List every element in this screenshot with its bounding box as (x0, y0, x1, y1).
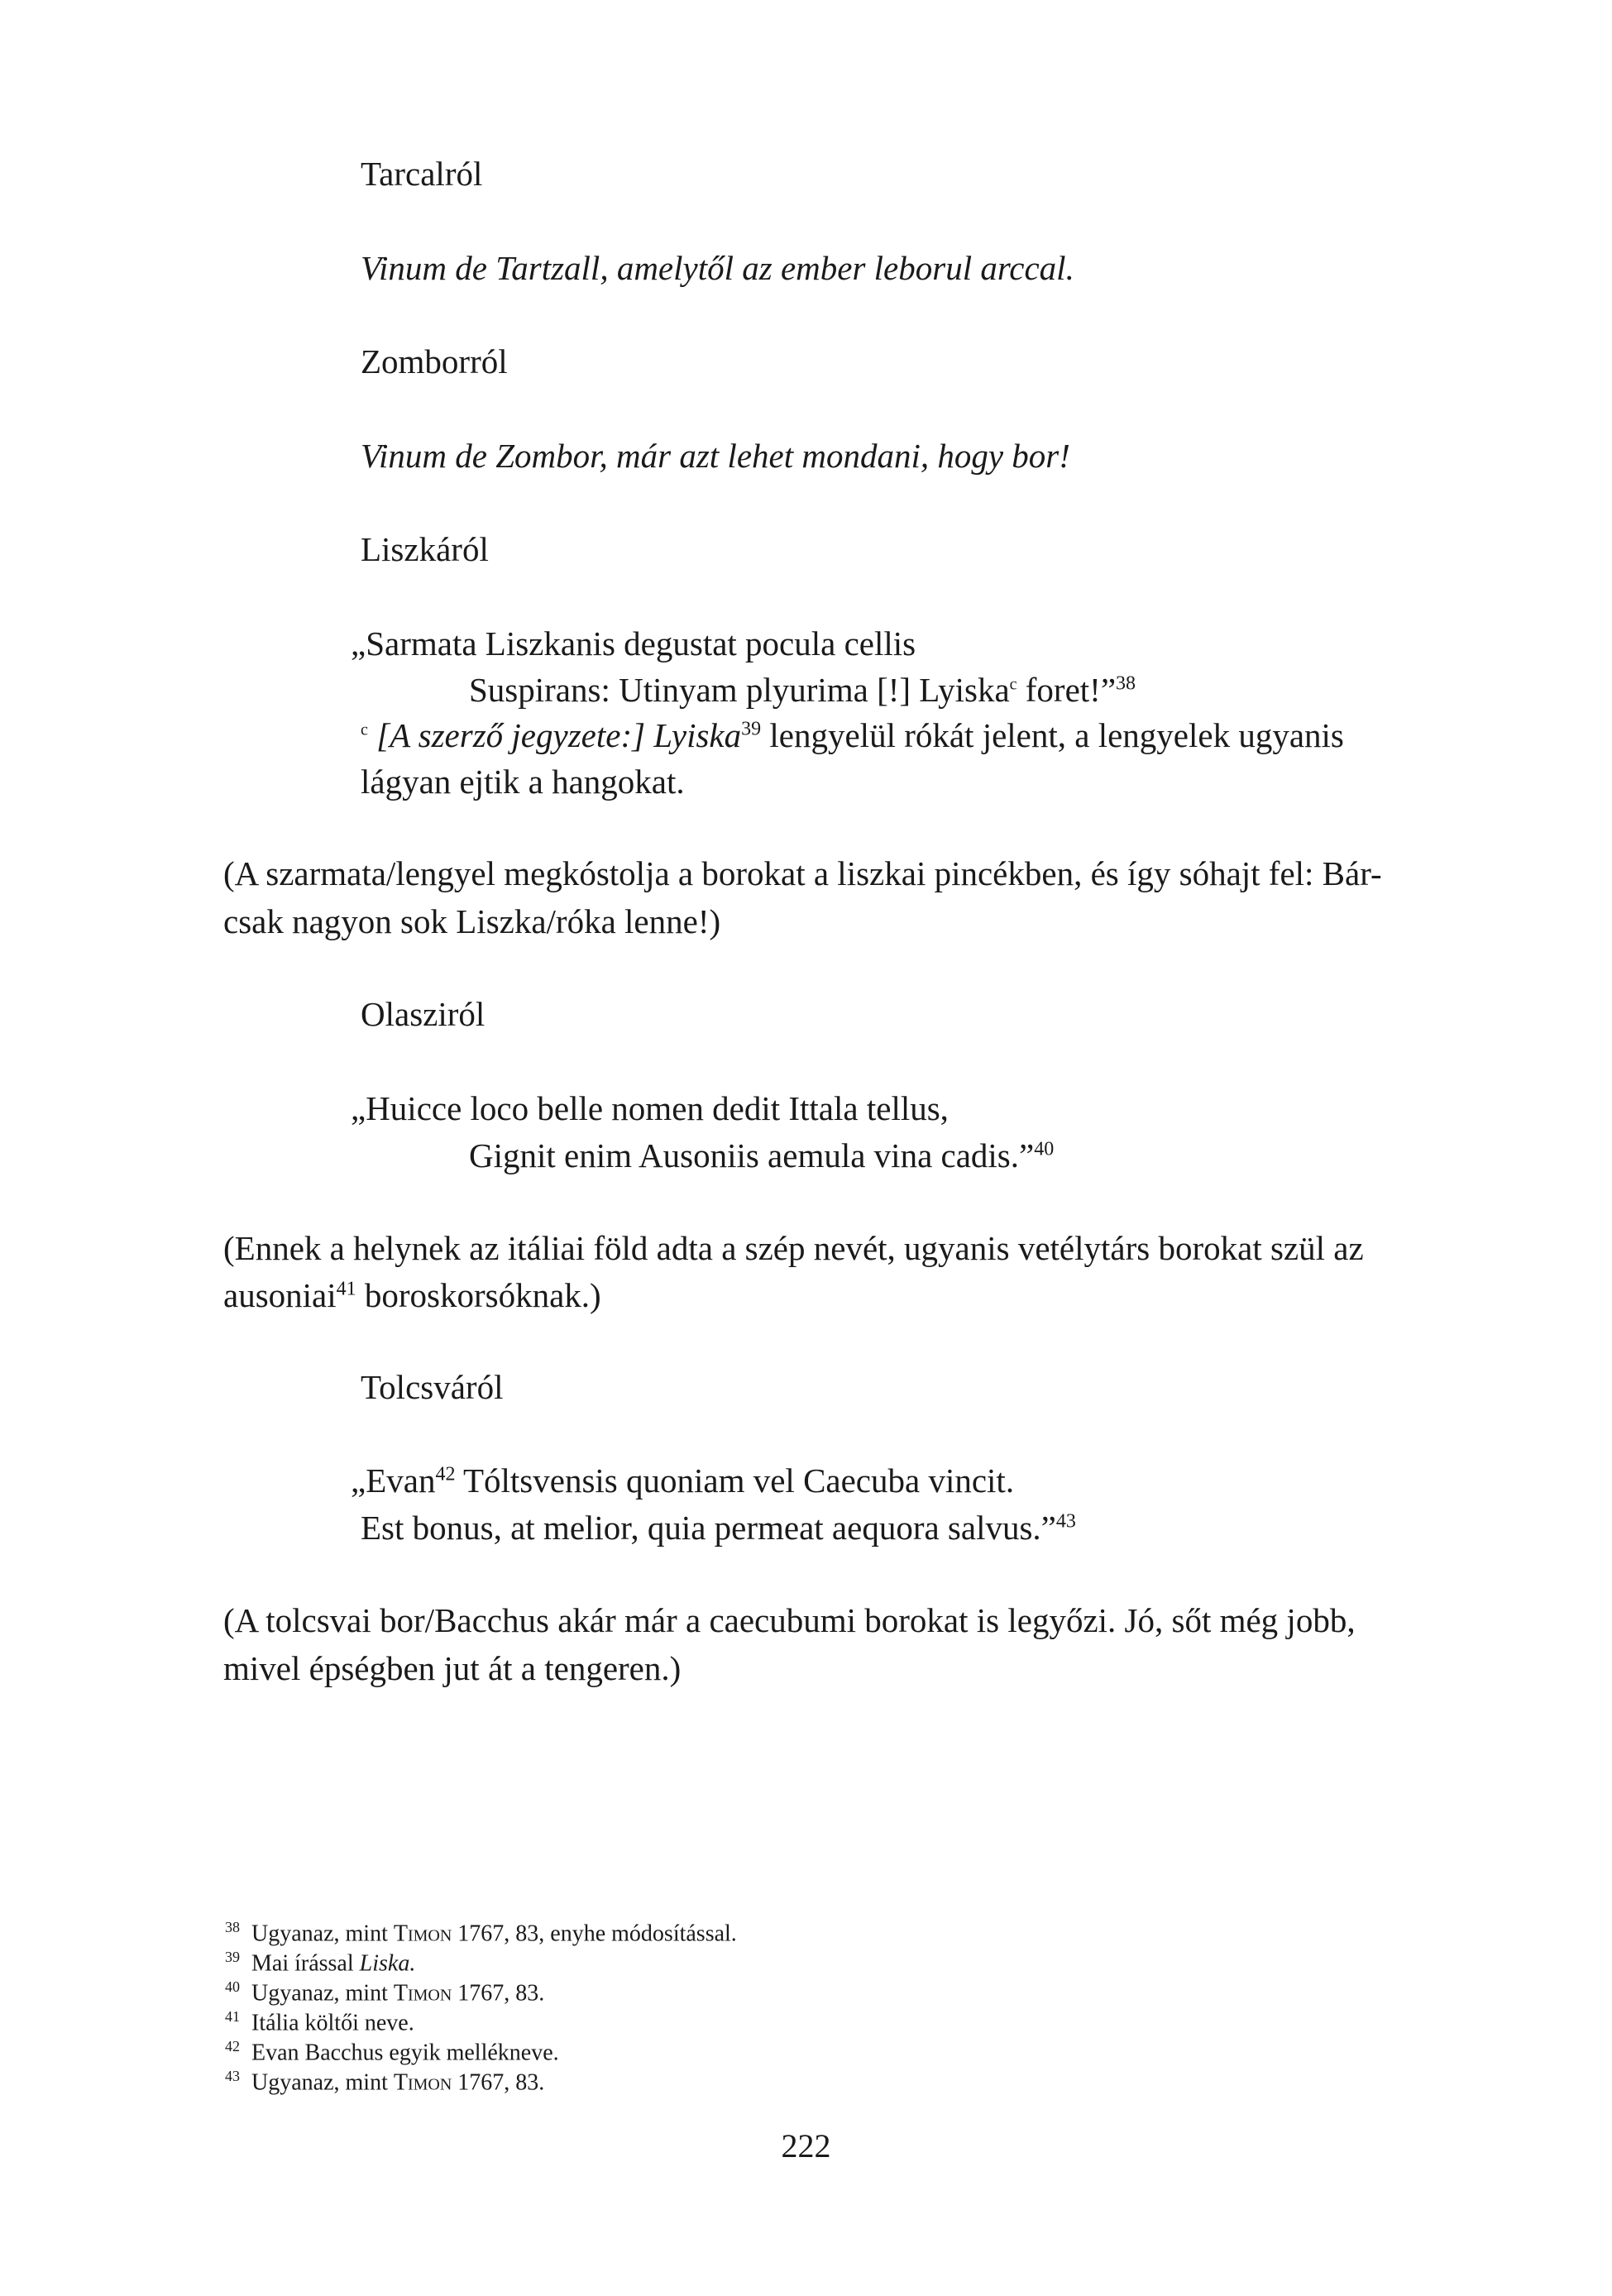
author-note-liszka-line2: lágyan ejtik a hangokat. (361, 763, 685, 801)
verse-olaszi-line2 (469, 1133, 1054, 1178)
verse-tolcsva-line2 (361, 1505, 1076, 1550)
translation-tolcsva-line1: (A tolcsvai bor/Bacchus akár már a caecubumi borokat is legyőzi. Jó, sőt még jobb, (223, 1601, 1356, 1639)
translation-text: ausoniai (223, 1276, 337, 1314)
note-marker: c (1009, 675, 1017, 694)
translation-olaszi-line2 (223, 1273, 601, 1318)
verse-olaszi-line1: „Huicce loco belle nomen dedit Ittala tellus, (351, 1089, 949, 1127)
footnote-number: 40 (225, 1978, 240, 1995)
heading-tolcsva: Tolcsváról (361, 1368, 504, 1406)
translation-liszka-line2: csak nagyon sok Liszka/róka lenne!) (223, 902, 721, 940)
footnote-ref: 43 (1055, 1510, 1076, 1533)
footnote-text: Ugyanaz, mint (251, 2069, 394, 2096)
heading-liszka: Liszkáról (361, 530, 489, 568)
translation-olaszi-line1: (Ennek a helynek az itáliai föld adta a szép nevét, ugyanis vetélytárs borokat szül az (223, 1229, 1364, 1267)
footnote-43 (225, 2061, 544, 2097)
footnote-text: 1767, 83, enyhe módosítással. (452, 1921, 737, 1947)
translation-tolcsva-line2: mivel épségben jut át a tengeren.) (223, 1649, 682, 1687)
footnote-text: 1767, 83. (452, 2069, 545, 2096)
footnote-text: 1767, 83. (452, 1980, 545, 2007)
footnote-author: Timon (393, 1980, 452, 2007)
note-italic: [A szerző jegyzete:] Lyiska (367, 716, 742, 754)
footnote-ref: 42 (435, 1463, 456, 1485)
footnote-author: Timon (393, 1921, 452, 1947)
footnote-ref: 38 (1116, 672, 1136, 695)
heading-zombor: Zomborról (361, 342, 508, 380)
note-marker: c (361, 720, 368, 739)
verse-tolcsva-line1 (351, 1458, 1014, 1503)
author-note-liszka (361, 713, 1344, 758)
footnote-ref: 39 (741, 718, 762, 740)
footnote-number: 43 (225, 2068, 240, 2084)
verse-tarcal: Vinum de Tartzall, amelytől az ember leborul arccal. (361, 249, 1074, 287)
verse-text: Suspirans: Utinyam plyurima [!] Lyiska (469, 671, 1010, 709)
translation-liszka-line1: (A szarmata/lengyel megkóstolja a borokat a liszkai pincékben, és így sóhajt fel: Bár- (223, 854, 1382, 892)
footnote-italic: Liska. (359, 1950, 416, 1977)
footnote-text: Mai írással (251, 1950, 360, 1977)
footnote-number: 41 (225, 2008, 240, 2025)
verse-text: foret!” (1016, 671, 1117, 709)
footnote-ref: 41 (336, 1278, 356, 1300)
footnote-number: 42 (225, 2038, 240, 2054)
translation-text: boroskorsóknak.) (356, 1276, 601, 1314)
footnote-text: Itália költői neve. (251, 2010, 414, 2036)
footnote-ref: 40 (1034, 1138, 1055, 1160)
verse-liszka-line1: „Sarmata Liszkanis degustat pocula cellis (351, 624, 916, 662)
footnote-text: Ugyanaz, mint (251, 1921, 394, 1947)
heading-olaszi: Olasziról (361, 995, 486, 1033)
heading-tarcal: Tarcalról (361, 155, 483, 193)
verse-text: „Evan (351, 1461, 436, 1500)
page-number: 222 (781, 2127, 831, 2164)
footnote-text: Evan Bacchus egyik mellékneve. (251, 2040, 559, 2066)
verse-liszka-line2 (469, 667, 1136, 712)
verse-zombor: Vinum de Zombor, már azt lehet mondani, hogy bor! (361, 437, 1070, 475)
footnote-author: Timon (393, 2069, 452, 2096)
note-text: lengyelül rókát jelent, a lengyelek ugyanis (761, 716, 1344, 754)
footnote-number: 38 (225, 1919, 240, 1935)
verse-text: Tóltsvensis quoniam vel Caecuba vincit. (455, 1461, 1015, 1500)
verse-text: Est bonus, at melior, quia permeat aequora salvus.” (361, 1509, 1056, 1547)
footnote-text: Ugyanaz, mint (251, 1980, 394, 2007)
verse-text: Gignit enim Ausoniis aemula vina cadis.” (469, 1136, 1035, 1174)
footnote-number: 39 (225, 1949, 240, 1965)
